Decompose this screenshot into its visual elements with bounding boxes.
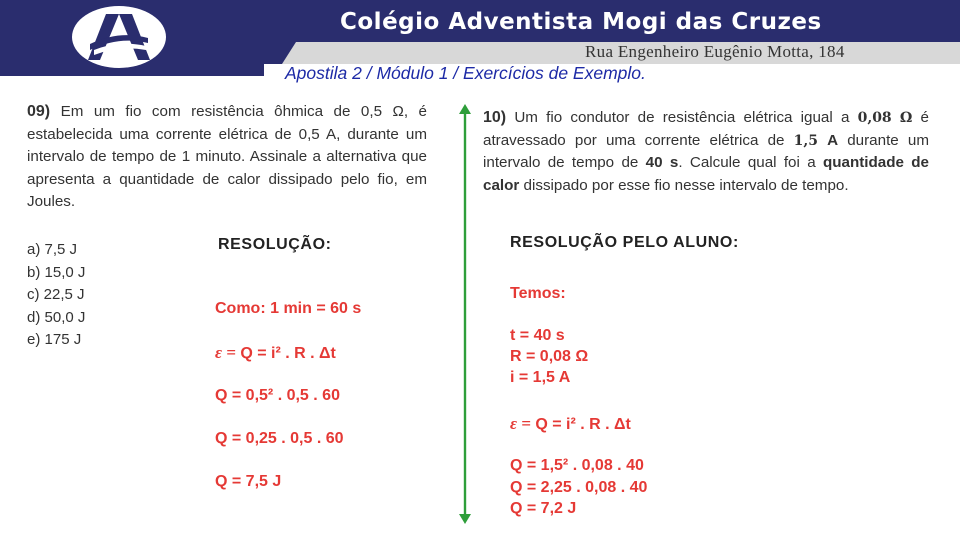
school-address: Rua Engenheiro Eugênio Motta, 184 <box>585 42 845 61</box>
option-d: d) 50,0 J <box>27 308 86 326</box>
q10-text-part: é atravessado por uma corrente elétrica de <box>483 109 929 149</box>
option-c: c) 22,5 J <box>27 286 85 303</box>
q10-unit-second: s <box>669 154 679 171</box>
question-9-options <box>27 239 85 352</box>
q10-value-resistance: 0,08 <box>857 110 892 126</box>
question-10-resolution-title: RESOLUÇÃO PELO ALUNO: <box>510 234 739 251</box>
option-a: a) 7,5 J <box>27 241 78 258</box>
q9-step-2 <box>215 343 336 363</box>
stylized-letter-a-logo-icon <box>86 12 152 62</box>
q10-given-current: i = 1,5 A <box>510 369 571 386</box>
q10-text-part: Um fio condutor de resistência elétrica igual a <box>514 109 858 126</box>
q10-text-part: dissipado por esse fio nesse intervalo de tempo. <box>519 176 849 194</box>
q10-unit-ampere: A <box>827 131 839 149</box>
q9-step-3: Q = 0,5² . 0,5 . 60 <box>215 387 340 404</box>
option-e: e) 175 J <box>27 331 82 348</box>
q10-temos-label: Temos: <box>510 285 566 302</box>
option-b: b) 15,0 J <box>27 263 86 281</box>
question-9-number: 09) <box>27 103 51 120</box>
q10-text-part: durante um intervalo de tempo de <box>483 131 929 171</box>
page-subtitle: Apostila 2 / Módulo 1 / Exercícios de Exemplo. <box>285 63 646 83</box>
q10-step-1: Q = 1,5² . 0,08 . 40 <box>510 457 644 474</box>
q10-given-time: t = 40 s <box>510 327 565 344</box>
q10-text-part: . Calcule qual foi a <box>678 154 823 171</box>
school-logo <box>72 6 166 68</box>
q10-highlight: quantidade de calor <box>483 154 929 194</box>
q10-unit-ohm: Ω <box>899 110 913 126</box>
q10-value-current: 1,5 <box>793 132 818 149</box>
formula: Q = i² . R . Δt <box>240 345 336 362</box>
double-arrow-divider-icon <box>458 104 472 524</box>
q10-formula-line <box>510 414 631 434</box>
question-9-body: Em um fio com resistência ôhmica de 0,5 Ω, é estabelecida uma corrente elétrica de 0,5 A, durante um intervalo de tempo de 1 minuto. Assinale a alternativa que apresenta a quantidade de calor dissipado pelo fio, em Joules. <box>27 103 427 210</box>
q10-step-2: Q = 2,25 . 0,08 . 40 <box>510 479 648 496</box>
epsilon-label: ε = <box>510 414 531 433</box>
q10-given-resistance: R = 0,08 Ω <box>510 348 589 365</box>
q9-step-4: Q = 0,25 . 0,5 . 60 <box>215 430 344 447</box>
question-9-text <box>27 101 427 214</box>
formula: Q = i² . R . Δt <box>535 416 631 433</box>
school-name: Colégio Adventista Mogi das Cruzes <box>340 9 822 35</box>
q9-step-1: Como: 1 min = 60 s <box>215 300 362 317</box>
epsilon-label: ε = <box>215 343 236 362</box>
question-10-number: 10) <box>483 109 507 126</box>
q10-step-3: Q = 7,2 J <box>510 500 577 517</box>
q9-step-5: Q = 7,5 J <box>215 473 282 490</box>
q10-value-time: 40 <box>645 154 663 171</box>
question-9-resolution-title: RESOLUÇÃO: <box>218 236 332 253</box>
question-10-text <box>483 107 929 197</box>
